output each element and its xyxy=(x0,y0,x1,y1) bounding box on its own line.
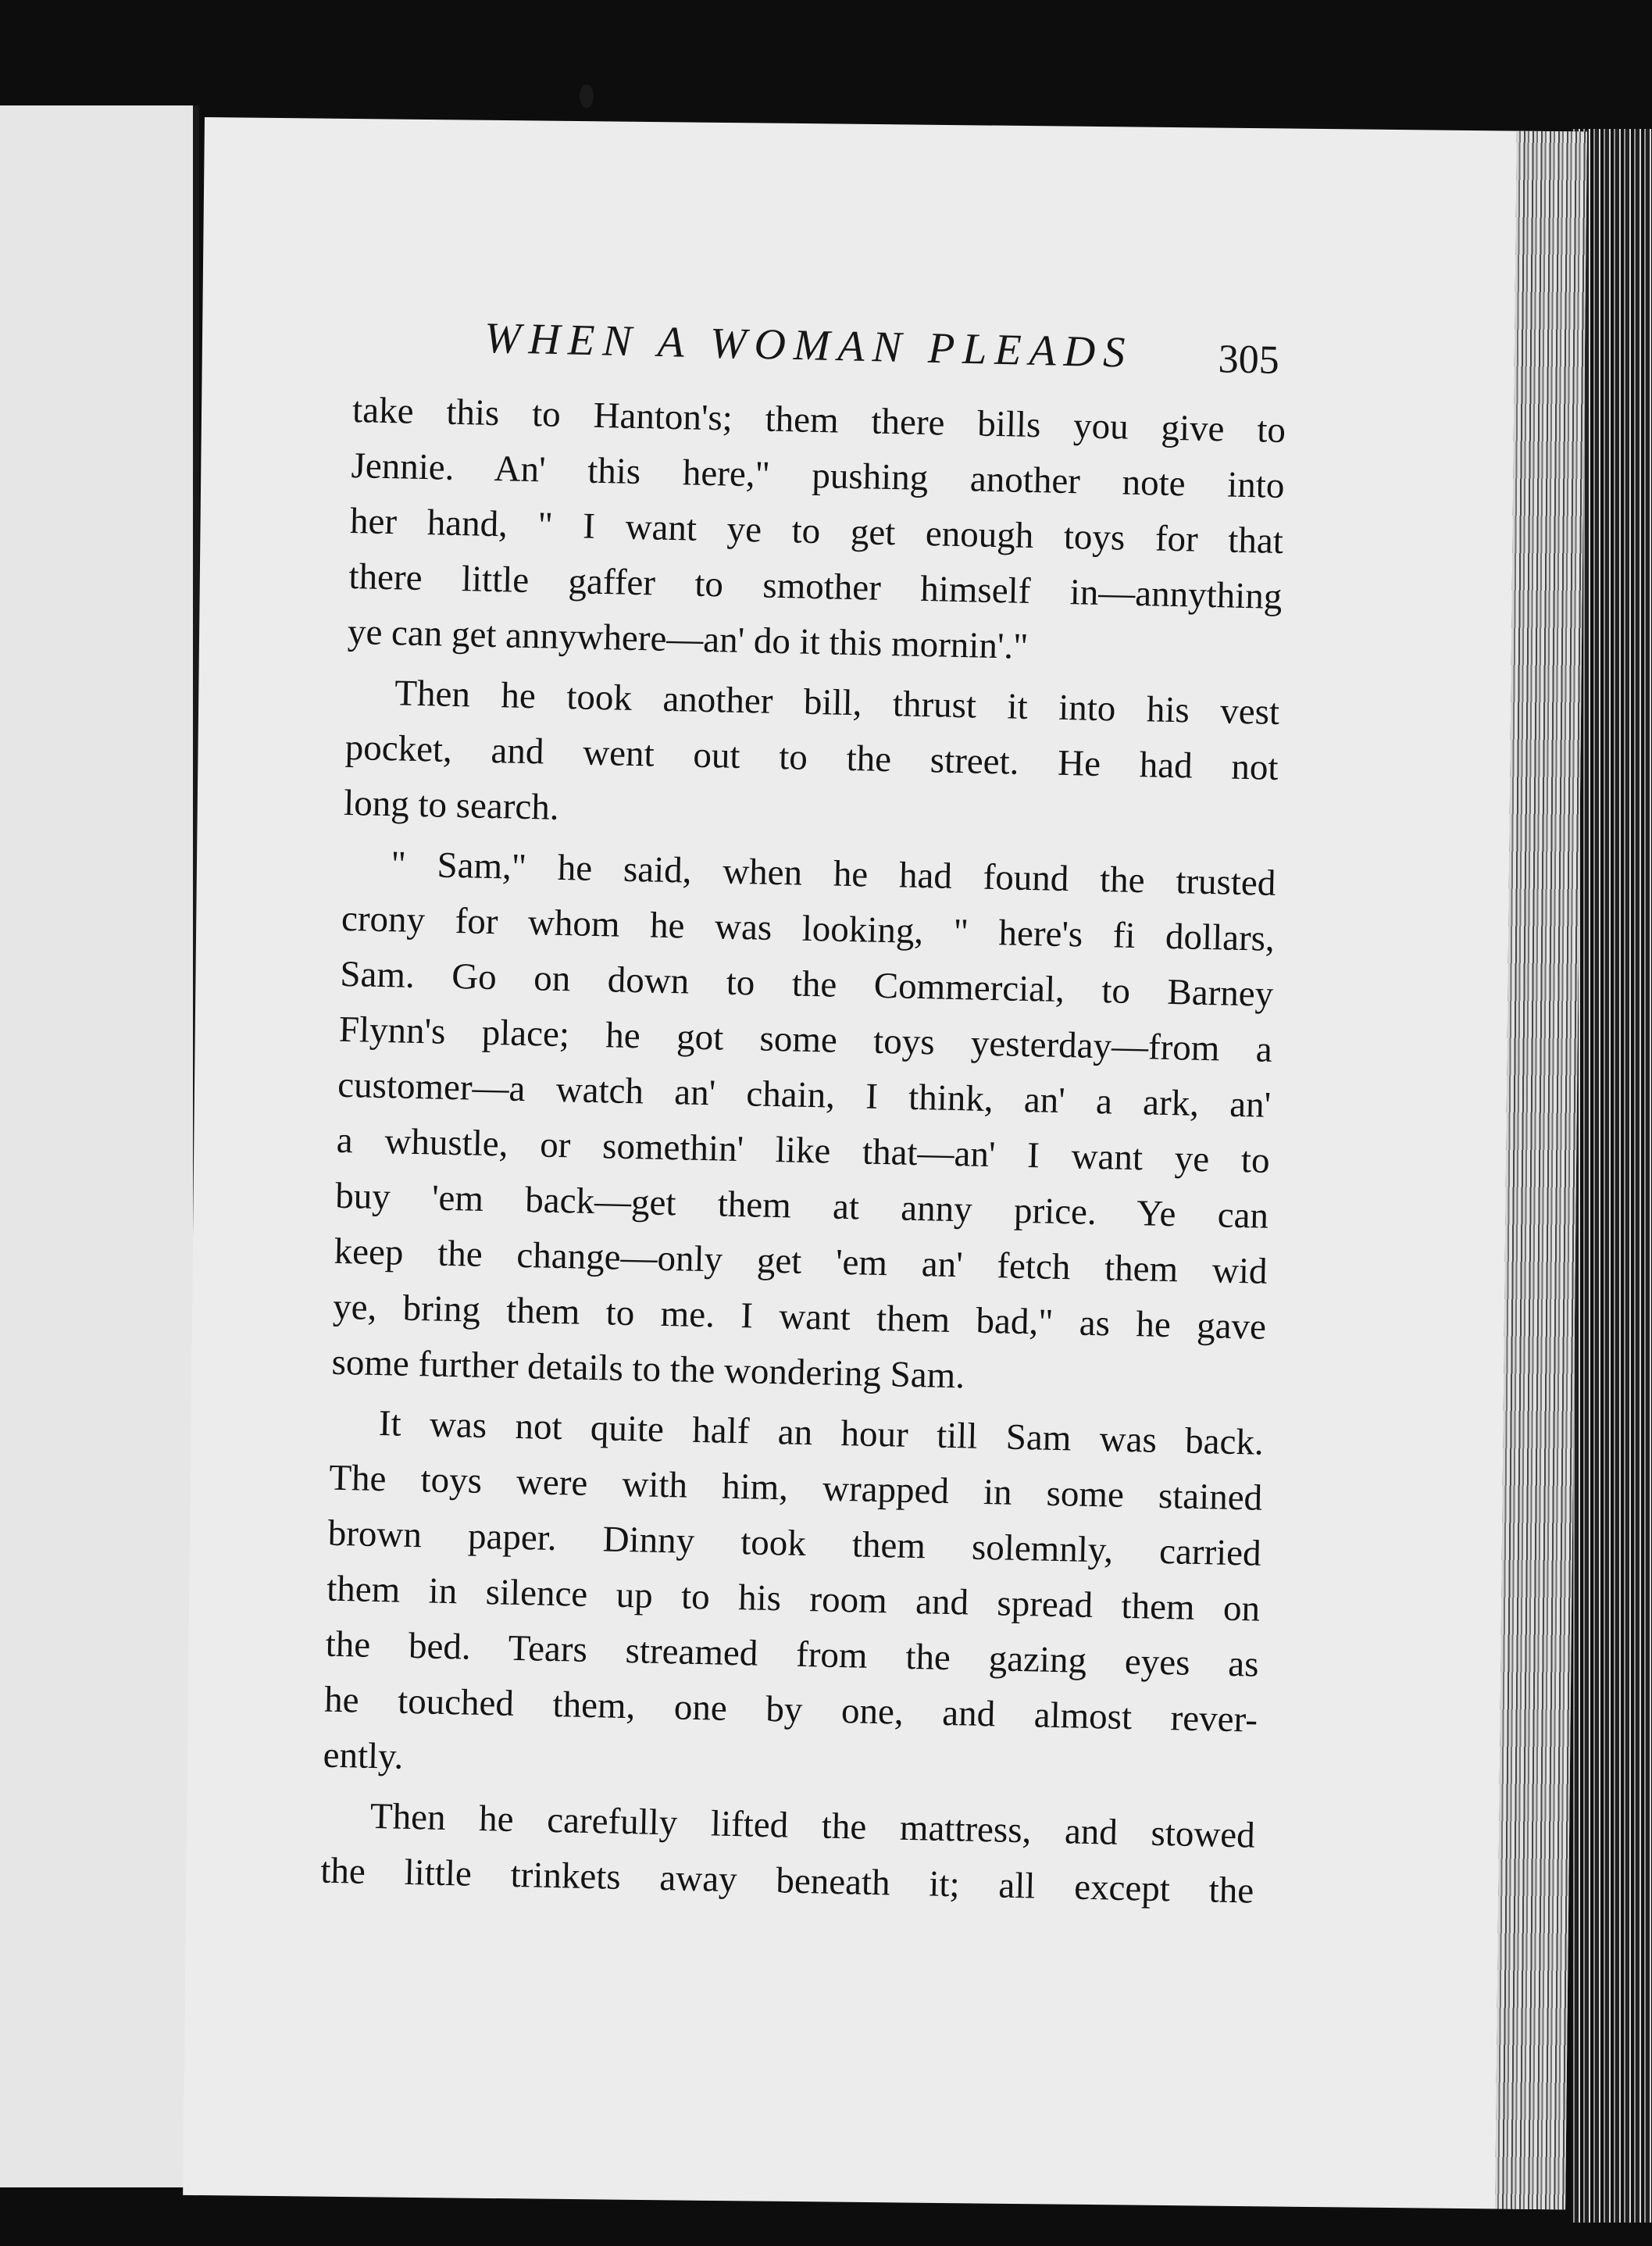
text-line: keep the change—only get 'em an' fetch them wid xyxy=(334,1230,1268,1292)
text-line: Flynn's place; he got some toys yesterday—from a xyxy=(338,1009,1273,1070)
text-line: Then he carefully lifted the mattress, and stowed xyxy=(369,1795,1256,1856)
text-line: Jennie. An' this here," pushing another note into xyxy=(351,445,1285,507)
paragraph xyxy=(331,836,1276,1411)
text-line: ently. xyxy=(323,1734,404,1777)
text-line: The toys were with him, wrapped in some stained xyxy=(328,1457,1263,1519)
text-line: there little gaffer to smother himself in—annything xyxy=(348,555,1283,618)
text-line: brown paper. Dinny took them solemnly, carried xyxy=(327,1512,1262,1574)
text-line: pocket, and went out to the street. He had not xyxy=(344,727,1279,788)
text-line: long to search. xyxy=(343,782,560,828)
text-line: her hand, " I want ye to get enough toys for that xyxy=(349,500,1284,562)
paragraph xyxy=(320,1788,1256,1919)
paragraph xyxy=(343,665,1279,852)
body-text xyxy=(320,383,1286,1919)
text-line: Sam. Go on down to the Commercial, to Barney xyxy=(339,953,1274,1015)
text-line: them in silence up to his room and spread them on xyxy=(326,1568,1261,1630)
text-line: " Sam," he said, when he had found the trusted xyxy=(391,844,1276,904)
text-line: customer—a watch an' chain, I think, an' a ark, an' xyxy=(337,1064,1272,1126)
text-line: buy 'em back—get them at anny price. Ye can xyxy=(334,1175,1269,1237)
text-line: a whustle, or somethin' like that—an' I want ye to xyxy=(336,1119,1271,1181)
page-number: 305 xyxy=(1218,337,1280,383)
paragraph xyxy=(347,383,1286,680)
text-line: Then he took another bill, thrust it into his vest xyxy=(394,673,1280,733)
left-page-edge xyxy=(0,105,199,2187)
text-line: ye, bring them to me. I want them bad," as he gave xyxy=(332,1286,1267,1348)
text-line: he touched them, one by one, and almost rever- xyxy=(323,1679,1258,1741)
text-line: the bed. Tears streamed from the gazing eyes as xyxy=(325,1623,1260,1685)
text-line: the little trinkets away beneath it; all except the xyxy=(319,1850,1254,1912)
text-line: take this to Hanton's; them there bills you give to xyxy=(351,389,1286,452)
text-line: ye can get annywhere—an' do it this mornin'." xyxy=(347,611,1029,667)
text-line: It was not quite half an hour till Sam was back. xyxy=(378,1403,1265,1463)
scan-speck xyxy=(580,84,594,108)
text-line: some further details to the wondering Sam. xyxy=(331,1341,965,1397)
paragraph xyxy=(323,1395,1265,1804)
text-line: crony for whom he was looking, " here's fi dollars, xyxy=(341,898,1276,959)
running-head: WHEN A WOMAN PLEADS xyxy=(483,313,1133,377)
